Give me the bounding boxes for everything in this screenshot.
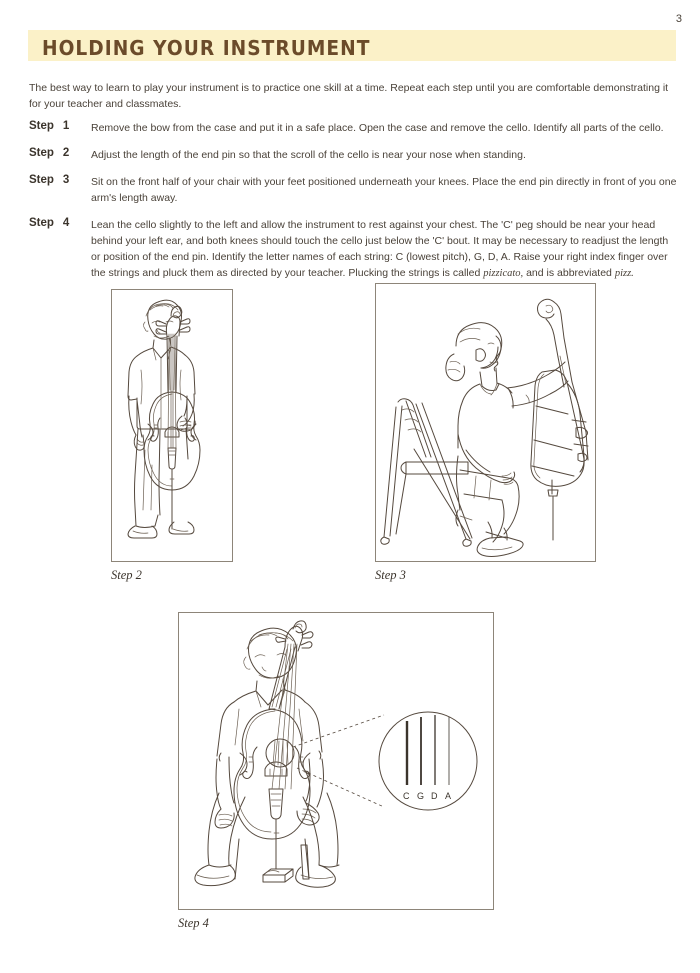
steps-list	[29, 120, 679, 293]
figure-step4-caption: Step 4	[178, 916, 209, 930]
string-label-c: C	[403, 791, 411, 801]
step4-text-part1: Lean the cello slightly to the left and allow the instrument to rest against your chest. The 'C' peg should be near your head behind your left ear, and both knees should touch the cello just below the 'C' bout. It may be necessary to readjust the length or position of the end pin. Identify the letter names of each string: C (lowest pitch), G, D, A. Raise your right index finger over the strings and pluck them as directed by your teacher. Plucking the strings is called	[91, 219, 669, 279]
step-label	[29, 217, 91, 229]
figure-step3-box	[375, 283, 596, 562]
figure-step4-box	[178, 612, 494, 910]
step-label-word: Step	[29, 147, 54, 159]
figure-step2-caption: Step 2	[111, 568, 142, 582]
step-row	[29, 174, 679, 206]
step4-text-part2: and is abbreviated	[523, 267, 615, 279]
step-text: Remove the bow from the case and put it in a safe place. Open the case and remove the cello. Identify all parts of the cello.	[91, 122, 664, 134]
step-row	[29, 217, 679, 282]
step-row	[29, 120, 679, 136]
step-text	[91, 217, 679, 282]
step-text: Adjust the length of the end pin so that the scroll of the cello is near your nose when standing.	[91, 149, 526, 161]
string-label-a: A	[445, 791, 453, 801]
step-label	[29, 147, 91, 159]
step-label	[29, 174, 91, 186]
illustration-seated-playing-cello	[179, 613, 493, 909]
figure-step3	[375, 283, 596, 583]
step-number: 2	[62, 147, 70, 159]
step-number: 3	[62, 174, 70, 186]
string-label-d: D	[431, 791, 439, 801]
step-label-word: Step	[29, 120, 54, 132]
step-label-word: Step	[29, 174, 54, 186]
page-number: 3	[675, 13, 682, 25]
step-label-word: Step	[29, 217, 54, 229]
page-title: HOLDING YOUR INSTRUMENT	[42, 36, 371, 60]
step4-italic-pizzicato: pizzicato,	[483, 268, 524, 279]
string-label-g: G	[417, 791, 426, 801]
figure-step3-caption: Step 3	[375, 568, 406, 582]
figure-step4	[178, 612, 494, 931]
step4-italic-pizz: pizz.	[614, 268, 634, 279]
figure-step2	[111, 289, 233, 583]
step-row	[29, 147, 679, 163]
step-number: 1	[62, 120, 70, 132]
step-number: 4	[62, 217, 70, 229]
step-text: Sit on the front half of your chair with your feet positioned underneath your knees. Place the end pin directly in front of you one arm's length away.	[91, 176, 677, 204]
intro-paragraph: The best way to learn to play your instrument is to practice one skill at a time. Repeat each step until you are comfortable demonstrating it for your teacher and classmates.	[29, 82, 669, 110]
illustration-standing-with-cello	[112, 290, 232, 561]
figure-step2-box	[111, 289, 233, 562]
step-label	[29, 120, 91, 132]
illustration-seated-side-view	[376, 284, 595, 561]
